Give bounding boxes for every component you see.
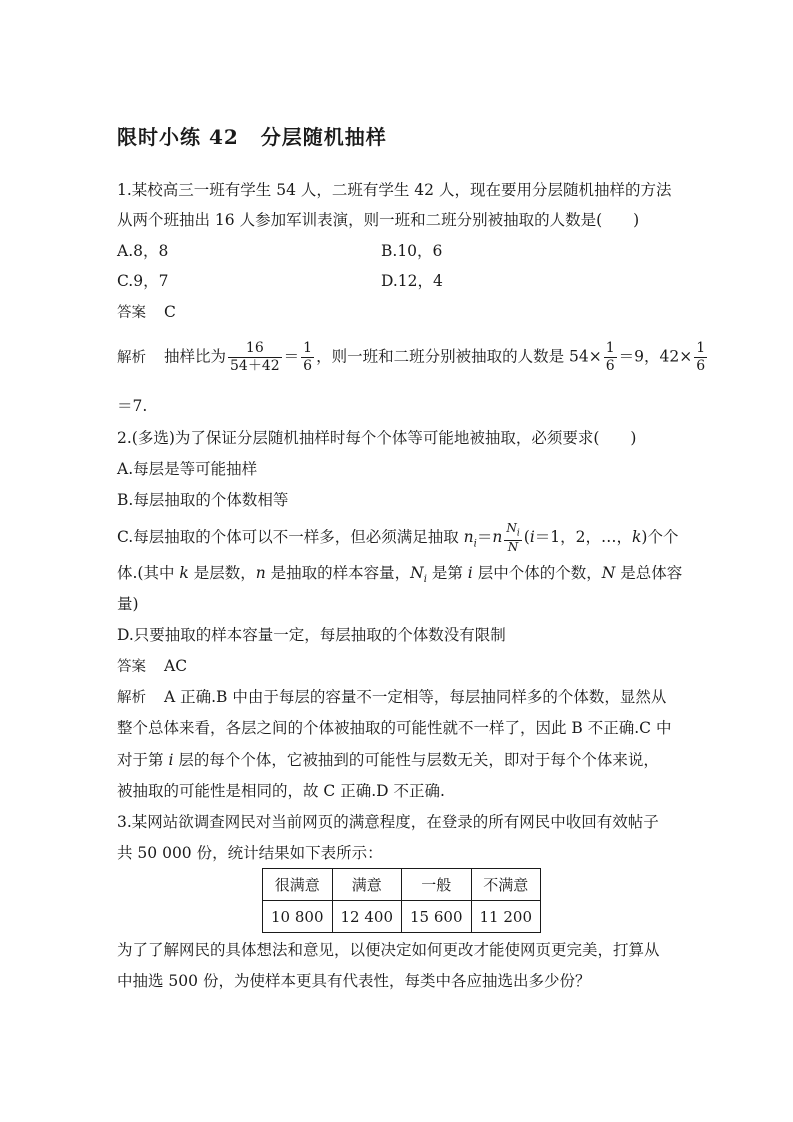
q1-answer-value: C	[164, 303, 176, 321]
q2-optc-sub-i: i	[473, 538, 477, 550]
q2-answer-value: AC	[164, 657, 188, 675]
q2-analysis-line4: 被抽取的可能性是相同的，故 C 正确.D 不正确.	[117, 782, 445, 800]
q1-frac2-den: 6	[303, 358, 313, 374]
q1-frac3-num: 1	[605, 340, 615, 356]
q2-answer-label: 答案	[117, 659, 146, 675]
q2-optc-eq: ＝	[476, 528, 493, 547]
q1-analysis-mid2: ＝9，42×	[618, 347, 693, 366]
q2-analysis-line3	[117, 750, 659, 770]
q1-option-a: A.8，8	[117, 242, 169, 260]
q1-fraction-result	[301, 340, 314, 375]
q2-optc-l2-pre: 体.(其中	[117, 564, 180, 582]
q2-optc-l2-k: k	[179, 564, 189, 582]
q2-optc-k: k	[632, 528, 642, 547]
q2-option-c-line3: 量)	[117, 595, 139, 613]
q2-option-d: D.只要抽取的样本容量一定，每层抽取的个体数没有限制	[117, 626, 506, 644]
q3-stem-line2: 共 50 000 份，统计结果如下表所示：	[117, 844, 383, 862]
q3-after-line1: 为了了解网民的具体想法和意见，以便决定如何更改才能使网页更完美，打算从	[117, 941, 660, 959]
q1-option-b: B.10，6	[381, 242, 443, 260]
q2-optc-pre: C.每层抽取的个体可以不一样多，但必须满足抽取	[117, 528, 464, 547]
table-header-cell: 很满意	[263, 869, 333, 901]
q2-optc-l2-a: 是层数，	[188, 564, 256, 582]
q3-after-line2: 中抽选 500 份，为使样本更具有代表性，每类中各应抽选出多少份？	[117, 972, 591, 990]
q1-frac1-den: 54＋42	[230, 358, 280, 374]
page-title	[117, 121, 387, 150]
q1-fraction-class2	[694, 340, 707, 375]
table-cell: 15 600	[402, 901, 472, 933]
q2-optc-frac-den: N	[507, 540, 519, 555]
q2-optc-l2-i: i	[467, 564, 473, 582]
q2-option-c-line1	[117, 522, 678, 554]
q1-frac2-num: 1	[303, 340, 313, 356]
q1-analysis-end: ＝7.	[117, 397, 148, 415]
q2-optc-l2-N2: N	[601, 564, 616, 582]
table-cell: 11 200	[471, 901, 541, 933]
q2-optc-fraction	[504, 522, 521, 554]
q2-stem: 2.(多选)为了保证分层随机抽样时每个个体等可能地被抽取，必须要求( )	[117, 429, 637, 447]
q2-option-a: A.每层是等可能抽样	[117, 460, 258, 478]
q2-optc-ni: n	[463, 528, 474, 547]
title-number: 限时小练 42	[117, 125, 239, 149]
q2-optc-l2-N: N	[410, 564, 424, 582]
table-row	[263, 901, 541, 933]
q1-frac3-den: 6	[605, 358, 615, 374]
q1-stem-line1: 1.某校高三一班有学生 54 人，二班有学生 42 人，现在要用分层随机抽样的方法	[117, 181, 672, 199]
q1-analysis	[117, 340, 709, 375]
q2-option-c-line2	[117, 563, 682, 590]
q2-optc-l2-d: 层中个体的个数，	[472, 564, 602, 582]
q2-optc-frac-num-sub: i	[516, 528, 520, 539]
q2-analysis-l3-i: i	[168, 751, 174, 769]
q1-analysis-label: 解析	[117, 349, 146, 366]
q2-analysis-label: 解析	[117, 690, 146, 706]
q1-frac4-den: 6	[696, 358, 706, 374]
q1-fraction-ratio	[228, 340, 282, 375]
q1-answer	[117, 302, 176, 323]
q3-stem-line1: 3.某网站欲调查网民对当前网页的满意程度，在登录的所有网民中收回有效帖子	[117, 813, 659, 831]
q2-analysis-l3-post: 层的每个个体，它被抽到的可能性与层数无关，即对于每个个体来说，	[173, 751, 659, 769]
table-header-cell: 满意	[332, 869, 402, 901]
q2-optc-paren: (	[523, 528, 530, 547]
q2-optc-l2-b: 是抽取的样本容量，	[265, 564, 411, 582]
q1-option-d: D.12，4	[381, 272, 443, 290]
q1-frac1-num: 16	[228, 340, 282, 358]
q1-frac4-num: 1	[696, 340, 706, 356]
q2-optc-l2-e: 是总体容	[615, 564, 683, 582]
q2-option-b: B.每层抽取的个体数相等	[117, 491, 289, 509]
q1-answer-label: 答案	[117, 305, 146, 321]
q1-stem-line2: 从两个班抽出 16 人参加军训表演，则一班和二班分别被抽取的人数是( )	[117, 211, 640, 229]
q2-optc-post: )个个	[641, 528, 679, 547]
q1-analysis-pre: 抽样比为	[164, 347, 227, 366]
table-header-cell: 一般	[402, 869, 472, 901]
q1-eq1: ＝	[283, 347, 300, 366]
survey-table	[262, 868, 541, 933]
q1-fraction-class1	[604, 340, 617, 375]
table-cell: 10 800	[263, 901, 333, 933]
q2-optc-l2-c: 是第	[426, 564, 468, 582]
table-header-cell: 不满意	[471, 869, 541, 901]
q1-analysis-mid: ，则一班和二班分别被抽取的人数是 54×	[316, 347, 602, 366]
title-topic: 分层随机抽样	[260, 125, 387, 149]
q2-analysis-l3-pre: 对于第	[117, 751, 169, 769]
q2-optc-range: ＝1，2，…，	[534, 528, 633, 547]
table-header-row	[263, 869, 541, 901]
q1-option-c: C.9，7	[117, 272, 169, 290]
q2-optc-l2-n: n	[255, 564, 266, 582]
q2-optc-n: n	[492, 528, 503, 547]
q2-optc-frac-num: N	[506, 521, 517, 535]
q2-analysis-line1	[117, 687, 666, 708]
q2-optc-i: i	[529, 528, 535, 547]
q2-optc-l2-sub: i	[423, 574, 427, 586]
q2-analysis-line2: 整个总体来看，各层之间的个体被抽取的可能性就不一样了，因此 B 不正确.C 中	[117, 719, 672, 737]
q2-analysis-text1: A 正确.B 中由于每层的容量不一定相等，每层抽同样多的个体数，显然从	[164, 688, 667, 706]
q2-answer	[117, 656, 187, 677]
table-cell: 12 400	[332, 901, 402, 933]
